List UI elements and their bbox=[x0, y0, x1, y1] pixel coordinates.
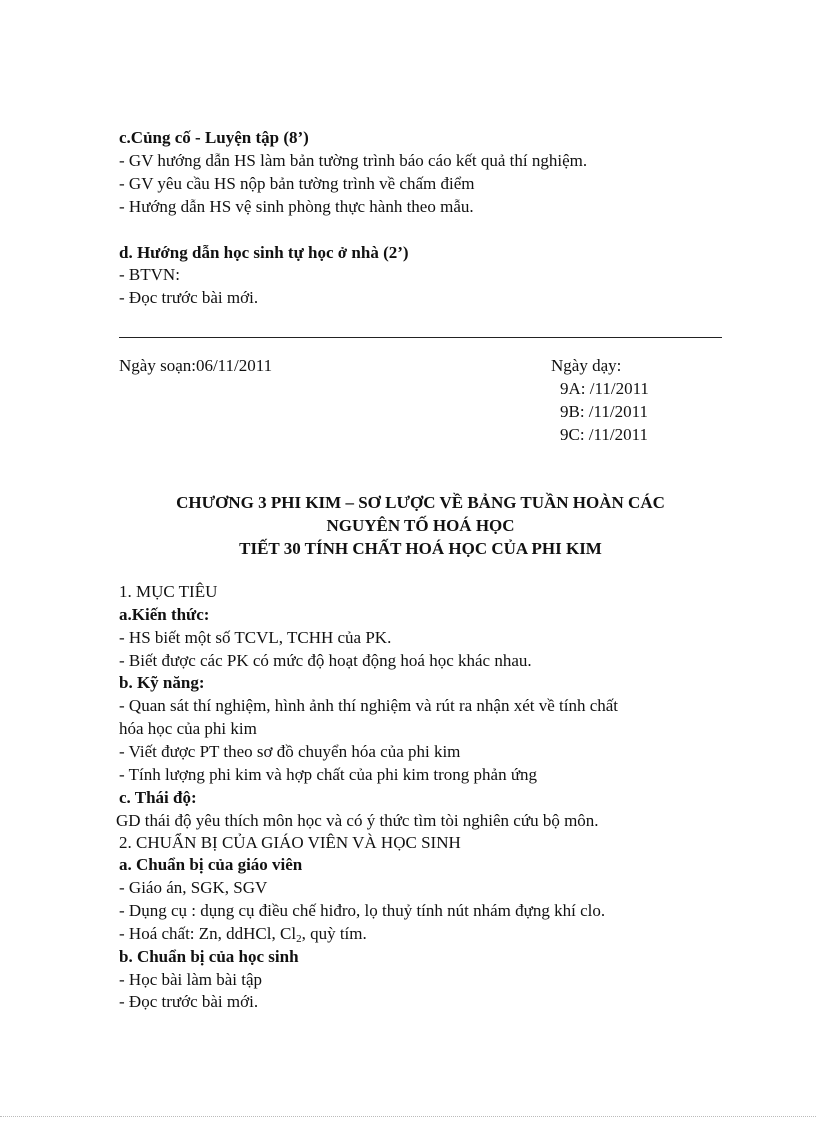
cung-co-item-3: - Hướng dẫn HS vệ sinh phòng thực hành theo mẫu. bbox=[119, 197, 474, 216]
ngay-soan: Ngày soạn:06/11/2011 bbox=[119, 356, 273, 375]
huong-dan-item-1: - BTVN: bbox=[119, 265, 180, 284]
ngay-day-9a: 9A: /11/2011 bbox=[560, 379, 649, 398]
giao-vien-heading: a. Chuẩn bị của giáo viên bbox=[119, 855, 303, 874]
thai-do-heading: c. Thái độ: bbox=[119, 788, 197, 807]
section-divider bbox=[119, 337, 722, 338]
hoa-chat-prefix: - Hoá chất: Zn, ddHCl, Cl bbox=[119, 924, 297, 943]
thai-do-text: GD thái độ yêu thích môn học và có ý thức tìm tòi nghiên cứu bộ môn. bbox=[116, 811, 599, 830]
huong-dan-heading: d. Hướng dẫn học sinh tự học ở nhà (2’) bbox=[119, 243, 409, 262]
kien-thuc-heading: a.Kiến thức: bbox=[119, 605, 210, 624]
giao-vien-item-2: - Dụng cụ : dụng cụ điều chế hiđro, lọ thuỷ tính nút nhám đựng khí clo. bbox=[119, 901, 606, 920]
hoc-sinh-item-1: - Học bài làm bài tập bbox=[119, 970, 263, 989]
title-line-1: CHƯƠNG 3 PHI KIM – SƠ LƯỢC VỀ BẢNG TUẦN HOÀN CÁC bbox=[176, 493, 665, 512]
kien-thuc-item-1: - HS biết một số TCVL, TCHH của PK. bbox=[119, 628, 392, 647]
muc-tieu-heading: 1. MỤC TIÊU bbox=[119, 582, 218, 601]
hoc-sinh-heading: b. Chuẩn bị của học sinh bbox=[119, 947, 299, 966]
ky-nang-heading: b. Kỹ năng: bbox=[119, 673, 205, 692]
hoa-chat-suffix: , quỳ tím. bbox=[301, 924, 367, 943]
ky-nang-item-3: - Tính lượng phi kim và hợp chất của phi kim trong phản ứng bbox=[119, 765, 538, 784]
ky-nang-item-1-cont: hóa học của phi kim bbox=[119, 719, 257, 738]
hoc-sinh-item-2: - Đọc trước bài mới. bbox=[119, 992, 259, 1011]
title-line-2: NGUYÊN TỐ HOÁ HỌC bbox=[326, 516, 515, 535]
ngay-day-label: Ngày dạy: bbox=[551, 356, 622, 375]
ngay-day-9b: 9B: /11/2011 bbox=[560, 402, 648, 421]
ky-nang-item-2: - Viết được PT theo sơ đồ chuyển hóa của phi kim bbox=[119, 742, 461, 761]
ngay-day-9c: 9C: /11/2011 bbox=[560, 425, 648, 444]
cung-co-item-1: - GV hướng dẫn HS làm bản tường trình báo cáo kết quả thí nghiệm. bbox=[119, 151, 588, 170]
hoa-chat-subscript: 2 bbox=[296, 933, 302, 945]
huong-dan-item-2: - Đọc trước bài mới. bbox=[119, 288, 259, 307]
giao-vien-hoa-chat bbox=[119, 923, 367, 945]
title-line-3: TIẾT 30 TÍNH CHẤT HOÁ HỌC CỦA PHI KIM bbox=[239, 539, 602, 558]
kien-thuc-item-2: - Biết được các PK có mức độ hoạt động hoá học khác nhau. bbox=[119, 651, 532, 670]
chuan-bi-heading: 2. CHUẨN BỊ CỦA GIÁO VIÊN VÀ HỌC SINH bbox=[119, 833, 461, 852]
giao-vien-item-1: - Giáo án, SGK, SGV bbox=[119, 878, 268, 897]
cung-co-heading: c.Củng cố - Luyện tập (8’) bbox=[119, 128, 309, 147]
ky-nang-item-1: - Quan sát thí nghiệm, hình ảnh thí nghiệm và rút ra nhận xét về tính chất bbox=[119, 696, 619, 715]
cung-co-item-2: - GV yêu cầu HS nộp bản tường trình về chấm điểm bbox=[119, 174, 475, 193]
page-bottom-border bbox=[0, 1116, 816, 1117]
